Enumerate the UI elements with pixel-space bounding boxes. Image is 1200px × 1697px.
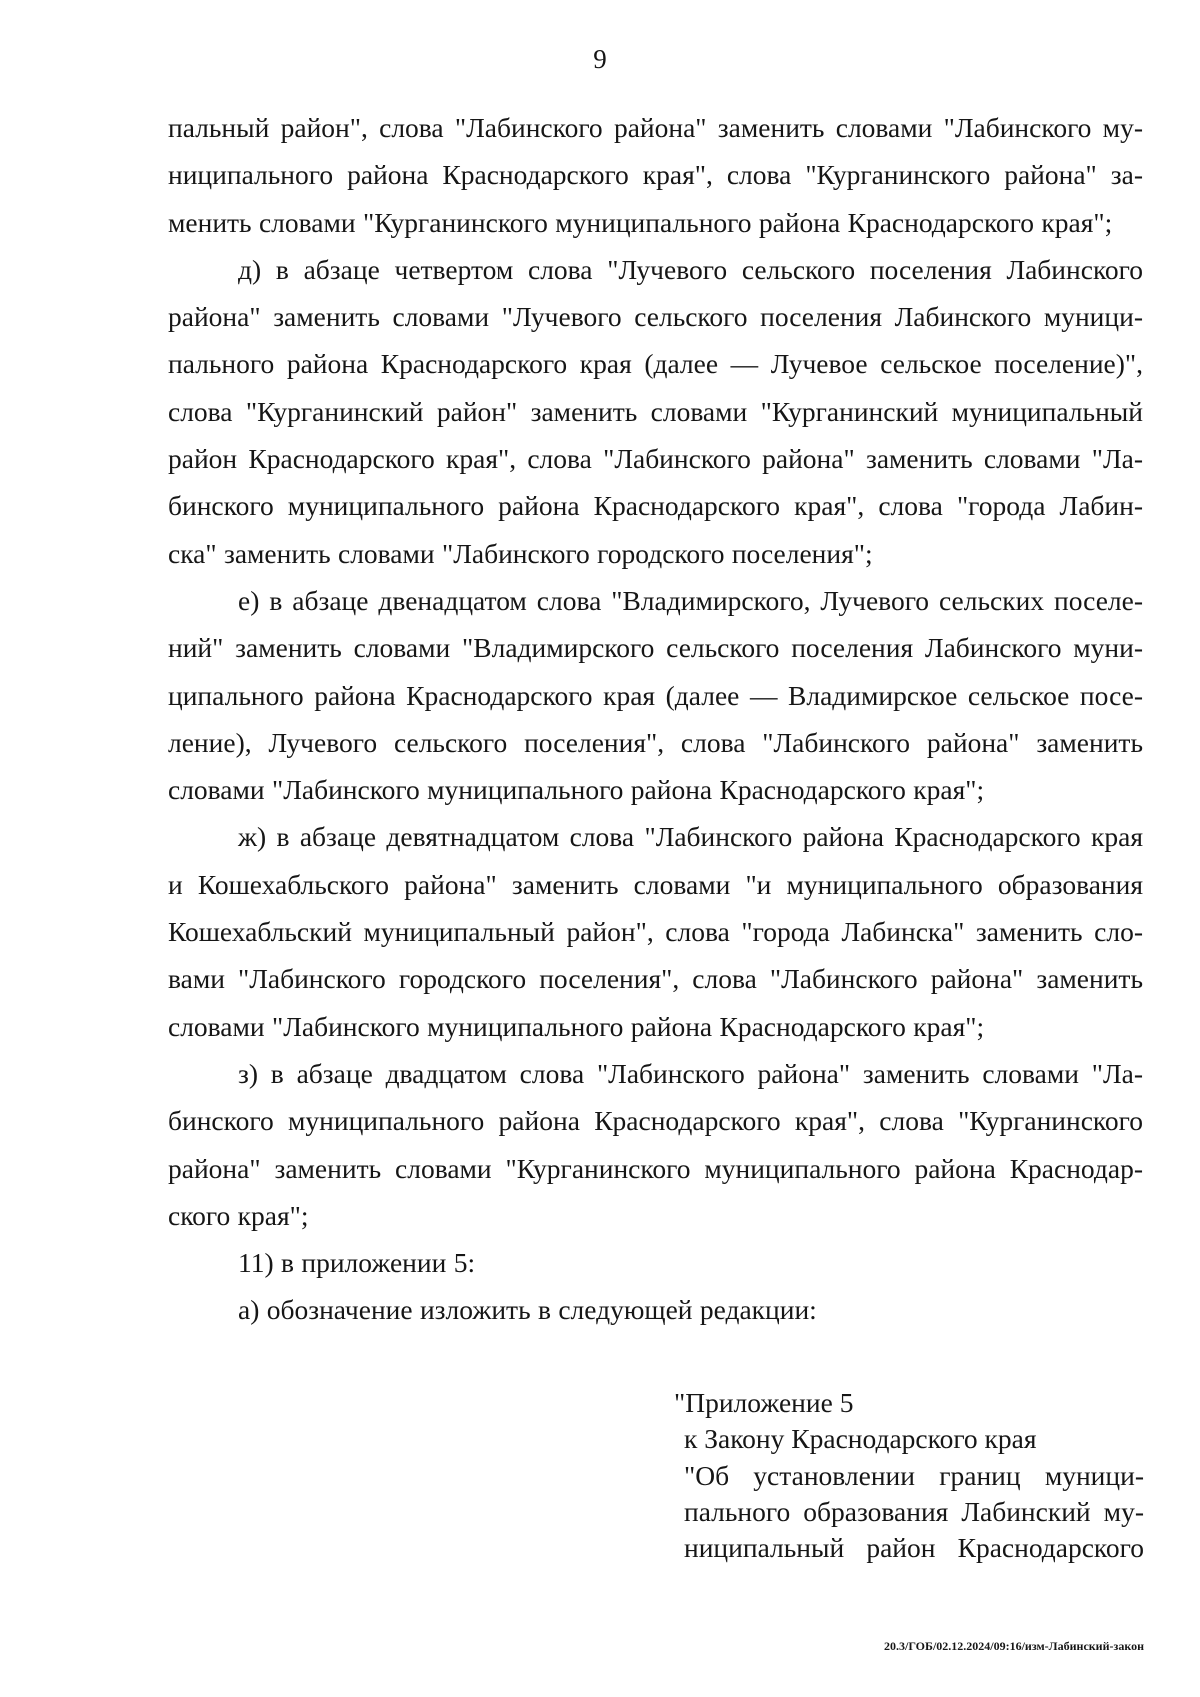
text-line: вами "Лабинского городского поселения", слова "Лабинского района" заменить bbox=[168, 963, 1143, 995]
text-line: словами "Лабинского муниципального района Краснодарского края"; bbox=[168, 1010, 985, 1042]
text-line: словами "Лабинского муниципального района Краснодарского края"; bbox=[168, 774, 985, 806]
text-line: бинского муниципального района Краснодарского края", слова "города Лабин- bbox=[168, 490, 1143, 522]
text-line: пальный район", слова "Лабинского района" заменить словами "Лабинского му- bbox=[168, 112, 1143, 143]
page-number: 9 bbox=[593, 44, 607, 74]
paragraph-d-first-line: д) в абзаце четвертом слова "Лучевого сельского поселения Лабинского bbox=[238, 253, 1143, 285]
text-line: ниципального района Краснодарского края", слова "Курганинского района" за- bbox=[168, 159, 1143, 191]
text-line: и Кошехабльского района" заменить словами "и муниципального образования bbox=[168, 868, 1143, 900]
text-line: ление), Лучевого сельского поселения", слова "Лабинского района" заменить bbox=[168, 726, 1143, 758]
appendix-title: "Приложение 5 bbox=[674, 1387, 854, 1418]
text-line: ска" заменить словами "Лабинского городского поселения"; bbox=[168, 537, 873, 569]
text-line: Кошехабльский муниципальный район", слова "города Лабинска" заменить сло- bbox=[168, 916, 1143, 948]
text-line: района" заменить словами "Курганинского муниципального района Краснодар- bbox=[168, 1152, 1143, 1184]
text-line: района" заменить словами "Лучевого сельского поселения Лабинского муници- bbox=[168, 301, 1143, 333]
paragraph-z-first-line: з) в абзаце двадцатом слова "Лабинского района" заменить словами "Ла- bbox=[238, 1057, 1143, 1089]
document-footer-code: 20.3/ГОБ/02.12.2024/09:16/изм-Лабинский-закон bbox=[884, 1639, 1144, 1653]
text-line: ципального района Краснодарского края (далее — Владимирское сельское посе- bbox=[168, 679, 1143, 711]
paragraph-zh-first-line: ж) в абзаце девятнадцатом слова "Лабинского района Краснодарского края bbox=[238, 821, 1143, 853]
appendix-header-block bbox=[674, 1385, 1144, 1566]
appendix-law-title-line: ниципальный район Краснодарского bbox=[684, 1532, 1144, 1564]
text-line: бинского муниципального района Краснодарского края", слова "Курганинского bbox=[168, 1105, 1143, 1137]
appendix-law-reference: к Закону Краснодарского края bbox=[684, 1423, 1037, 1455]
paragraph-e-first-line: е) в абзаце двенадцатом слова "Владимирского, Лучевого сельских поселе- bbox=[238, 584, 1143, 616]
text-line: слова "Курганинский район" заменить словами "Курганинский муниципальный bbox=[168, 395, 1143, 427]
text-line: ского края"; bbox=[168, 1199, 309, 1231]
text-line: ний" заменить словами "Владимирского сельского поселения Лабинского муни- bbox=[168, 632, 1143, 664]
subitem-a-line: а) обозначение изложить в следующей редакции: bbox=[238, 1294, 817, 1326]
appendix-law-title-line: "Об установлении границ муници- bbox=[684, 1459, 1144, 1491]
document-body bbox=[168, 104, 1143, 1334]
text-line: менить словами "Курганинского муниципального района Краснодарского края"; bbox=[168, 206, 1113, 238]
item-11-heading: 11) в приложении 5: bbox=[238, 1247, 476, 1279]
text-line: пального района Краснодарского края (далее — Лучевое сельское поселение)", bbox=[168, 348, 1143, 380]
appendix-law-title-line: пального образования Лабинский му- bbox=[684, 1495, 1144, 1527]
text-line: район Краснодарского края", слова "Лабинского района" заменить словами "Ла- bbox=[168, 443, 1143, 475]
